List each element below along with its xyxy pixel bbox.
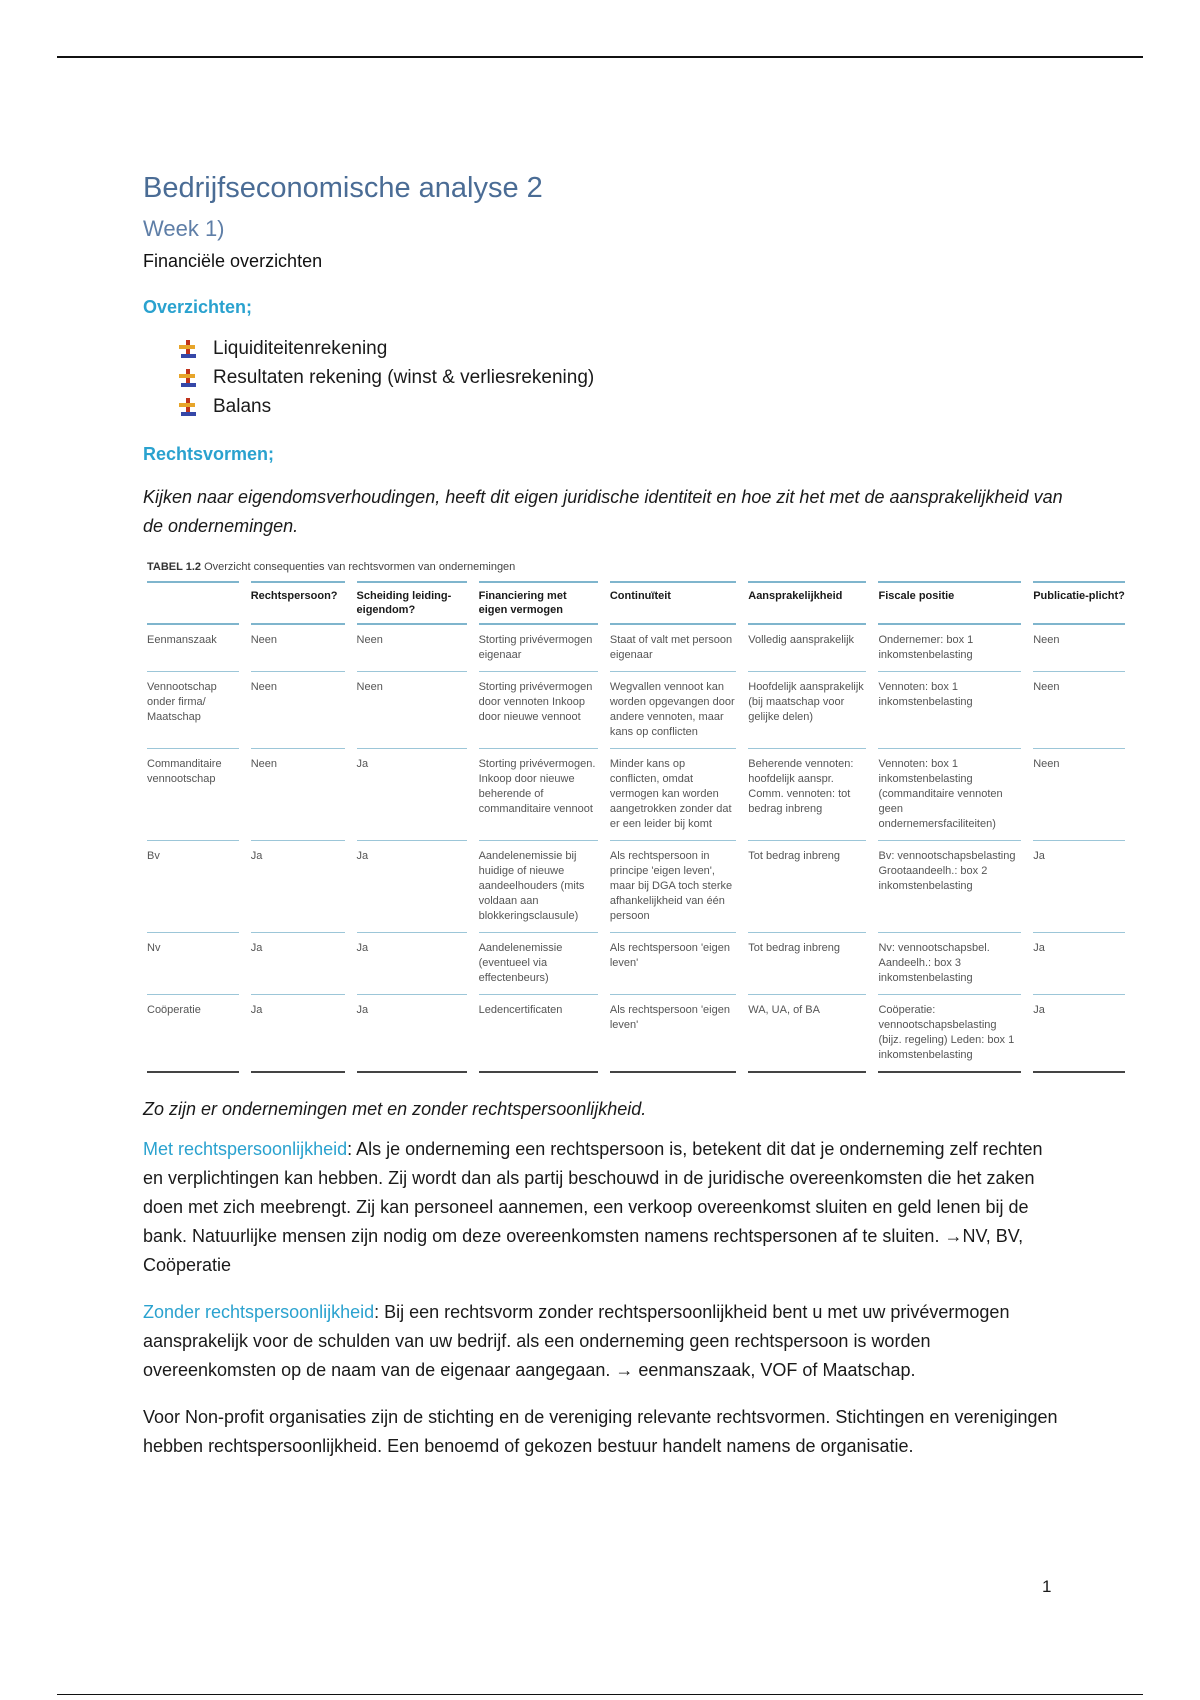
table-cell: Wegvallen vennoot kan worden opgevangen door andere vennoten, maar kans op conflicten <box>610 672 736 749</box>
table-cell: Commanditaire vennootschap <box>147 749 239 841</box>
list-item-label: Balans <box>213 396 272 417</box>
table-cell: Coöperatie <box>147 995 239 1073</box>
list-item <box>177 334 1063 363</box>
bullet-icon <box>177 367 199 389</box>
table-cell: Aandelenemissie (eventueel via effectenbeurs) <box>479 933 598 995</box>
table-header-cell: Publicatie-plicht? <box>1033 581 1125 625</box>
table-cell: Neen <box>357 672 467 749</box>
table-cell: Storting privévermogen eigenaar <box>479 625 598 672</box>
table-cell: Als rechtspersoon 'eigen leven' <box>610 995 736 1073</box>
list-item-label: Resultaten rekening (winst & verliesrekening) <box>213 367 595 388</box>
table-header-cell: Scheiding leiding-eigendom? <box>357 581 467 625</box>
list-item <box>177 392 1063 421</box>
list-item <box>177 363 1063 392</box>
table-header-cell: Rechtspersoon? <box>251 581 345 625</box>
table-cell: Aandelenemissie bij huidige of nieuwe aandeelhouders (mits voldaan aan blokkeringsclausule) <box>479 841 598 933</box>
bullet-icon <box>177 396 199 418</box>
table-row <box>147 995 1125 1073</box>
table-cell: Neen <box>1033 749 1125 841</box>
table-cell: Als rechtspersoon in principe 'eigen leven', maar bij DGA toch sterke afhankelijkheid van één persoon <box>610 841 736 933</box>
table-cell: Coöperatie: vennootschapsbelasting (bijz. regeling) Leden: box 1 inkomstenbelasting <box>878 995 1021 1073</box>
rechtsvormen-intro: Kijken naar eigendomsverhoudingen, heeft dit eigen juridische identiteit en hoe zit het met de aansprakelijkheid van de ondernemingen. <box>143 487 1063 536</box>
table-cell: Nv: vennootschapsbel. Aandeelh.: box 3 inkomstenbelasting <box>878 933 1021 995</box>
page-number: 1 <box>1042 1577 1052 1596</box>
legal-forms-table-figure <box>147 559 1137 1073</box>
table-cell: Neen <box>251 625 345 672</box>
table-row <box>147 933 1125 995</box>
list-item-label: Liquiditeitenrekening <box>213 338 388 359</box>
table-cell: Ja <box>251 995 345 1073</box>
table-caption-text: Overzicht consequenties van rechtsvormen van ondernemingen <box>204 561 516 573</box>
header-rule <box>57 56 1143 58</box>
table-row <box>147 625 1125 672</box>
table-cell: Bv <box>147 841 239 933</box>
table-cell: Tot bedrag inbreng <box>748 841 866 933</box>
legal-forms-table <box>135 581 1137 1073</box>
overzichten-heading: Overzichten; <box>143 297 253 317</box>
table-cell: Storting privévermogen. Inkoop door nieuwe beherende of commanditaire vennoot <box>479 749 598 841</box>
table-cell: Hoofdelijk aansprakelijk (bij maatschap voor gelijke delen) <box>748 672 866 749</box>
table-cell: Bv: vennootschapsbelasting Grootaandeelh.: box 2 inkomstenbelasting <box>878 841 1021 933</box>
table-cell: Tot bedrag inbreng <box>748 933 866 995</box>
table-cell: Als rechtspersoon 'eigen leven' <box>610 933 736 995</box>
zonder-rechtspersoonlijkheid-text: : Bij een rechtsvorm zonder rechtspersoonlijkheid bent u met uw privévermogen aansprakelijk voor de schulden van uw bedrijf. als een onderneming geen rechtspersoon is worden overeenkomsten op de naam van de eigenaar aangegaan. → eenmanszaak, VOF of Maatschap. <box>143 1302 1010 1380</box>
rechtsvormen-heading: Rechtsvormen; <box>143 444 275 464</box>
table-cell: Ledencertificaten <box>479 995 598 1073</box>
table-header-cell: Aansprakelijkheid <box>748 581 866 625</box>
week-heading: Week 1) <box>143 216 225 241</box>
table-cell: Neen <box>357 625 467 672</box>
document-title: Bedrijfseconomische analyse 2 <box>143 172 543 204</box>
rechtspersoonlijkheid-sentence: Zo zijn er ondernemingen met en zonder rechtspersoonlijkheid. <box>143 1099 647 1119</box>
table-cell: Vennoten: box 1 inkomstenbelasting (commanditaire vennoten geen ondernemersfaciliteiten) <box>878 749 1021 841</box>
table-cell: Beherende vennoten: hoofdelijk aanspr. Comm. vennoten: tot bedrag inbreng <box>748 749 866 841</box>
table-cell: Neen <box>1033 672 1125 749</box>
table-cell: Ja <box>1033 933 1125 995</box>
table-cell: Vennoten: box 1 inkomstenbelasting <box>878 672 1021 749</box>
bullet-icon <box>177 338 199 360</box>
nonprofit-paragraph: Voor Non-profit organisaties zijn de stichting en de vereniging relevante rechtsvormen. Stichtingen en verenigingen hebben rechtspersoonlijkheid. Een benoemd of gekozen bestuur handelt namens de organisatie. <box>143 1407 1058 1456</box>
table-cell: Ja <box>251 841 345 933</box>
table-cell: Ja <box>1033 841 1125 933</box>
table-cell: Storting privévermogen door vennoten Inkoop door nieuwe vennoot <box>479 672 598 749</box>
met-rechtspersoonlijkheid-paragraph <box>143 1135 1063 1280</box>
zonder-rechtspersoonlijkheid-term: Zonder rechtspersoonlijkheid <box>143 1302 375 1322</box>
table-cell: Neen <box>251 749 345 841</box>
zonder-rechtspersoonlijkheid-paragraph <box>143 1298 1063 1385</box>
table-cell: Eenmanszaak <box>147 625 239 672</box>
table-header-cell: Continuïteit <box>610 581 736 625</box>
table-cell: Volledig aansprakelijk <box>748 625 866 672</box>
table-cell: Ondernemer: box 1 inkomstenbelasting <box>878 625 1021 672</box>
page-content <box>143 168 1125 1479</box>
table-cell: Staat of valt met persoon eigenaar <box>610 625 736 672</box>
table-header-cell <box>147 581 239 625</box>
table-row <box>147 749 1125 841</box>
table-cell: Vennootschap onder firma/ Maatschap <box>147 672 239 749</box>
table-header-row <box>147 581 1125 625</box>
table-row <box>147 841 1125 933</box>
table-cell: WA, UA, of BA <box>748 995 866 1073</box>
overzichten-list <box>143 334 1063 421</box>
table-cell: Ja <box>357 749 467 841</box>
table-cell: Ja <box>1033 995 1125 1073</box>
table-cell: Nv <box>147 933 239 995</box>
document-subtitle: Financiële overzichten <box>143 251 323 271</box>
table-cell: Ja <box>357 995 467 1073</box>
met-rechtspersoonlijkheid-text: : Als je onderneming een rechtspersoon is, betekent dit dat je onderneming zelf rechten en verplichtingen kan hebben. Zij wordt dan als partij beschouwd in de juridische overeenkomsten die het zaken doen met zich meebrengt. Zij kan personeel aannemen, een verkoop overeenkomst sluiten en geld lenen bij de bank. Natuurlijke mensen zijn nodig om deze overeenkomsten namens rechtspersonen af te sluiten. →NV, BV, Coöperatie <box>143 1139 1043 1275</box>
table-cell: Ja <box>357 933 467 995</box>
table-header-cell: Fiscale positie <box>878 581 1021 625</box>
table-cell: Ja <box>251 933 345 995</box>
footer-rule <box>57 1694 1143 1695</box>
table-cell: Minder kans op conflicten, omdat vermogen kan worden aangetrokken zonder dat er een leider bij komt <box>610 749 736 841</box>
table-header-cell: Financiering met eigen vermogen <box>479 581 598 625</box>
table-cell: Neen <box>1033 625 1125 672</box>
table-cell: Neen <box>251 672 345 749</box>
table-caption-label: TABEL 1.2 <box>147 561 201 573</box>
table-row <box>147 672 1125 749</box>
met-rechtspersoonlijkheid-term: Met rechtspersoonlijkheid <box>143 1139 348 1159</box>
table-cell: Ja <box>357 841 467 933</box>
table-caption <box>147 559 1137 575</box>
